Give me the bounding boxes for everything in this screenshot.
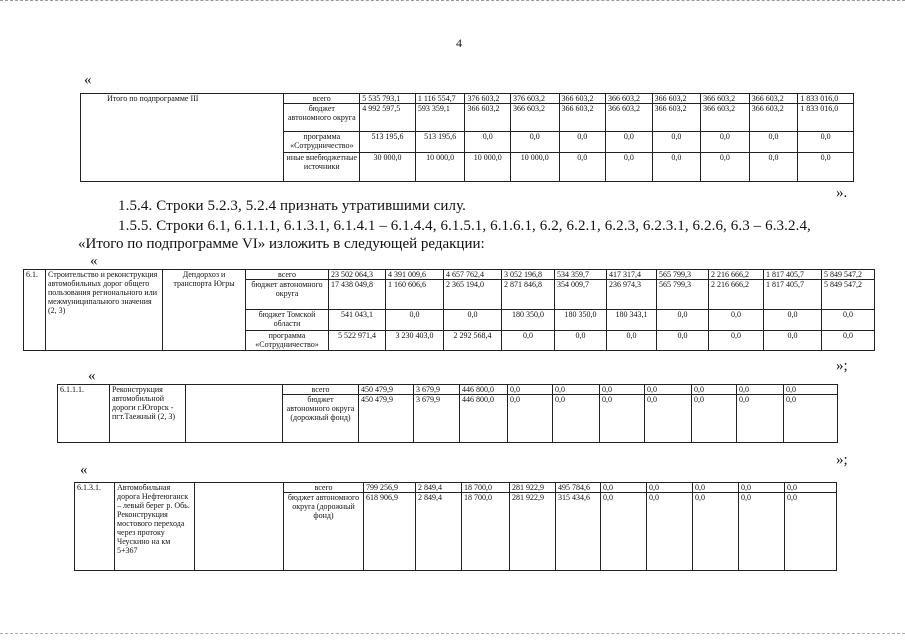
table-cell: 0,0 [652,153,701,182]
table-cell: 593 359,1 [415,104,465,132]
open-quote: « [90,253,98,269]
table-cell: бюджет автономного округа [246,280,329,310]
table-cell: 2 216 666,2 [709,280,764,310]
table-cell: 0,0 [739,493,785,571]
table-cell: 4 657 762,4 [444,270,502,280]
table-cell: 417 317,4 [607,270,657,280]
table-cell: 0,0 [739,483,785,493]
table-cell: 0,0 [510,132,559,153]
table-cell: 0,0 [822,331,875,351]
table-cell: 3 230 403,0 [386,331,444,351]
table-cell: 1 833 016,0 [798,104,854,132]
row-executor-empty [186,385,283,443]
table-cell: 30 000,0 [360,153,416,182]
table-cell: 236 974,3 [607,280,657,310]
table-cell: 4 391 009,6 [386,270,444,280]
table-cell: 10 000,0 [510,153,559,182]
table-cell: бюджет Томской области [246,310,329,331]
table-cell: 513 195,6 [415,132,465,153]
table-cell: 565 799,3 [657,270,709,280]
table-cell: 376 603,2 [465,94,511,104]
table-cell: 4 992 597,5 [360,104,416,132]
open-quote: « [84,72,92,88]
table-cell: 1 160 606,6 [386,280,444,310]
table-cell: 366 603,2 [606,94,653,104]
table-cell: 0,0 [701,153,750,182]
scan-edge-bottom [0,633,905,636]
table-cell: 366 603,2 [559,94,606,104]
page-number: 4 [456,36,462,50]
table-cell: 0,0 [749,153,798,182]
table-cell: 0,0 [693,493,739,571]
table-cell: 315 434,6 [556,493,601,571]
table-cell: 0,0 [502,331,555,351]
table-cell: 541 043,1 [329,310,386,331]
table-cell: бюджет автономного округа [284,104,360,132]
table-cell: 366 603,2 [749,104,798,132]
table-cell: программа «Сотрудничество» [246,331,329,351]
table-cell: всего [284,483,364,493]
table-cell: 0,0 [444,310,502,331]
table-cell: 0,0 [601,483,647,493]
table-cell: 0,0 [784,385,838,395]
table-cell: 0,0 [822,310,875,331]
table-cell: 0,0 [657,310,709,331]
table-cell: 18 700,0 [462,483,510,493]
table-cell: 0,0 [553,385,600,395]
table-cell: 18 700,0 [462,493,510,571]
table-cell: 0,0 [508,385,553,395]
row-name: Строительство и реконструкция автомобильных дорог общего пользования регионального или межмуниципального значения (2, 3) [46,270,163,351]
table-cell: 618 906,9 [364,493,416,571]
table-cell: 0,0 [749,132,798,153]
table-cell: 0,0 [647,493,693,571]
close-quote: »; [836,452,848,468]
table-cell: 180 350,0 [555,310,607,331]
table-cell: 376 603,2 [510,94,559,104]
paragraph-1-5-5-line1: 1.5.5. Строки 6.1, 6.1.1.1, 6.1.3.1, 6.1.4.1 – 6.1.4.4, 6.1.5.1, 6.1.6.1, 6.2, 6.2.1, 6.2.3, 6.2.3.1, 6.2.6, 6.3 – 6.3.2.4, [118,218,811,234]
table-cell: 0,0 [607,331,657,351]
table-cell: 0,0 [559,132,606,153]
table-cell: 534 359,7 [555,270,607,280]
table-cell: 366 603,2 [701,94,750,104]
scan-edge-top [0,0,905,4]
table-cell: 10 000,0 [465,153,511,182]
table-cell: 10 000,0 [415,153,465,182]
table-cell: 23 502 064,3 [329,270,386,280]
table-cell: 0,0 [785,493,837,571]
table-cell: 495 784,6 [556,483,601,493]
table-cell: 0,0 [600,385,645,395]
table-row-6-1 [23,269,875,351]
table-cell: 366 603,2 [510,104,559,132]
table-cell: 1 817 405,7 [764,270,822,280]
table-cell: 450 479,9 [359,385,414,395]
table-cell: 0,0 [645,395,692,443]
table-cell: 799 256,9 [364,483,416,493]
table-cell: 354 009,7 [555,280,607,310]
table-cell: 446 800,0 [460,395,508,443]
table-cell: 3 679,9 [414,395,460,443]
table-cell: программа «Сотрудничество» [284,132,360,153]
table-cell: 0,0 [465,132,511,153]
table-cell: 1 833 016,0 [798,94,854,104]
table-row-6-1-3-1 [74,482,837,571]
table-cell: 450 479,9 [359,395,414,443]
row-name: Автомобильная дорога Нефтеюганск – левый берег р. Обь. Реконструкция мостового перехода через протоку Чеускино на км 5+367 [115,483,195,571]
paragraph-1-5-4: 1.5.4. Строки 5.2.3, 5.2.4 признать утратившими силу. [118,198,467,214]
table-cell: 366 603,2 [749,94,798,104]
table-cell: 513 195,6 [360,132,416,153]
table-cell: 0,0 [784,395,838,443]
table-subprogram-3-total [80,93,854,182]
table-cell: 366 603,2 [701,104,750,132]
table-cell: иные внебюджетные источники [284,153,360,182]
table-cell: 17 438 049,8 [329,280,386,310]
table-cell: 2 849,4 [416,493,462,571]
table-cell: 2 292 568,4 [444,331,502,351]
table-cell: 0,0 [764,310,822,331]
row-number: 6.1.1.1. [58,385,110,443]
row-number: 6.1. [24,270,46,351]
table-cell: 0,0 [693,483,739,493]
table-cell: 5 522 971,4 [329,331,386,351]
close-quote: ». [836,185,848,201]
row-executor-empty [195,483,284,571]
table-cell: 366 603,2 [652,94,701,104]
open-quote: « [88,368,96,384]
table-cell: 281 922,9 [510,483,556,493]
row-executor: Депдорхоз и транспорта Югры [163,270,246,351]
row-name: Реконструкция автомобильной дороги г.Югорск - пгт.Таежный (2, 3) [110,385,186,443]
table-cell: 0,0 [709,331,764,351]
table-cell: 2 365 194,0 [444,280,502,310]
table-cell: 0,0 [553,395,600,443]
table-cell: бюджет автономного округа (дорожный фонд) [283,395,359,443]
table-cell: 0,0 [508,395,553,443]
table-cell: всего [283,385,359,395]
table-cell: 180 343,1 [607,310,657,331]
table-cell: 5 849 547,2 [822,270,875,280]
table-cell: 366 603,2 [559,104,606,132]
table-cell: 0,0 [606,153,653,182]
table-cell: 2 871 846,8 [502,280,555,310]
table1-label: Итого по подпрограмме III [81,94,284,182]
table-cell: 0,0 [601,493,647,571]
table-cell: 0,0 [701,132,750,153]
table-cell: 0,0 [709,310,764,331]
table-cell: 5 535 793,1 [360,94,416,104]
table-cell: 0,0 [600,395,645,443]
table-cell: 0,0 [798,153,854,182]
table-cell: 281 922,9 [510,493,556,571]
table-cell: 0,0 [645,385,692,395]
table-cell: 0,0 [647,483,693,493]
table-cell: 0,0 [386,310,444,331]
close-quote: »; [836,358,848,374]
row-number: 6.1.3.1. [75,483,115,571]
table-row-6-1-1-1 [57,384,838,443]
table-cell: 5 849 547,2 [822,280,875,310]
table-cell: бюджет автономного округа (дорожный фонд) [284,493,364,571]
table-cell: 366 603,2 [465,104,511,132]
table-cell: 0,0 [737,385,784,395]
table-cell: 0,0 [785,483,837,493]
table-cell: 0,0 [692,385,737,395]
table-cell: всего [284,94,360,104]
table-cell: 0,0 [692,395,737,443]
table-cell: 366 603,2 [652,104,701,132]
table-cell: 1 116 554,7 [415,94,465,104]
table-cell: 0,0 [657,331,709,351]
table-cell: 0,0 [555,331,607,351]
open-quote: « [80,462,88,478]
table-cell: 2 216 666,2 [709,270,764,280]
paragraph-1-5-5-line2: «Итого по подпрограмме VI» изложить в следующей редакции: [78,236,485,252]
table-cell: 2 849,4 [416,483,462,493]
table-cell: 3 052 196,8 [502,270,555,280]
table-cell: 1 817 405,7 [764,280,822,310]
table-cell: 0,0 [652,132,701,153]
table-cell: 0,0 [559,153,606,182]
table-cell: 3 679,9 [414,385,460,395]
table-cell: 0,0 [764,331,822,351]
table-cell: 180 350,0 [502,310,555,331]
table-cell: всего [246,270,329,280]
table-cell: 0,0 [606,132,653,153]
table-cell: 366 603,2 [606,104,653,132]
table-cell: 565 799,3 [657,280,709,310]
table-cell: 0,0 [798,132,854,153]
table-cell: 446 800,0 [460,385,508,395]
table-cell: 0,0 [737,395,784,443]
